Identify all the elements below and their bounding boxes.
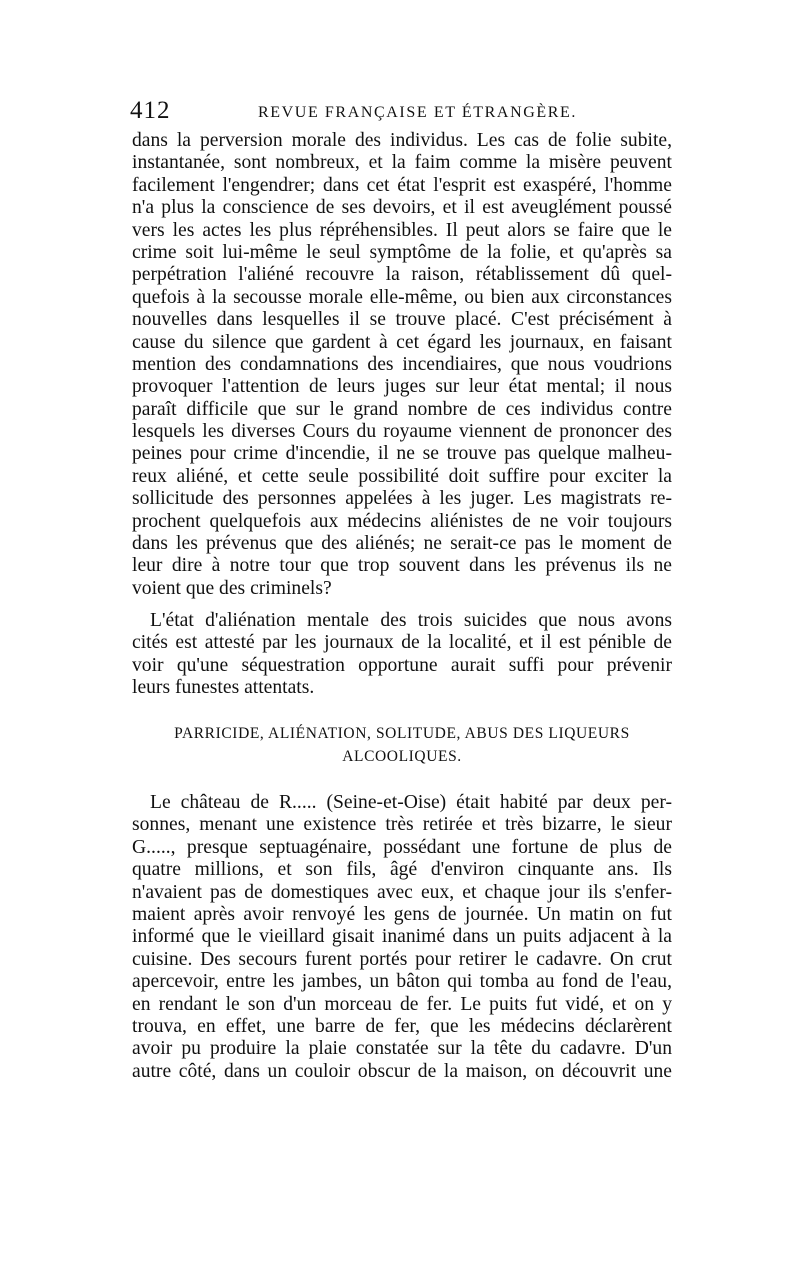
text-line: maient après avoir renvoyé les gens de journée. Un matin on fut [132, 903, 672, 925]
text-line: leur dire à notre tour que trop souvent dans les prévenus ils ne [132, 555, 672, 577]
text-line: trouva, en effet, une barre de fer, que les médecins déclarèrent [132, 1015, 672, 1037]
text-line: autre côté, dans un couloir obscur de la maison, on découvrit une [132, 1060, 672, 1082]
text-line: en rendant le son d'un morceau de fer. Le puits fut vidé, et on y [132, 993, 672, 1015]
text-line: G....., presque septuagénaire, possédant une fortune de plus de [132, 836, 672, 858]
text-line: Le château de R..... (Seine-et-Oise) était habité par deux per- [150, 792, 672, 813]
paragraph-2 [132, 610, 672, 700]
text-line: apercevoir, entre les jambes, un bâton qui tomba au fond de l'eau, [132, 971, 672, 993]
section-heading [132, 722, 672, 768]
page-header [130, 96, 670, 130]
text-line: nouvelles dans lesquelles il se trouve placé. C'est précisément à [132, 309, 672, 331]
text-line: cités est attesté par les journaux de la localité, et il est pénible de [132, 632, 672, 654]
text-line: peines pour crime d'incendie, il ne se trouve pas quelque malheu- [132, 443, 672, 465]
text-line: perpétration l'aliéné recouvre la raison, rétablissement dû quel- [132, 264, 672, 286]
text-line: sonnes, menant une existence très retirée et très bizarre, le sieur [132, 814, 672, 836]
text-line: n'avaient pas de domestiques avec eux, et chaque jour ils s'enfer- [132, 881, 672, 903]
text-line: facilement l'engendrer; dans cet état l'esprit est exaspéré, l'homme [132, 174, 672, 196]
text-line: prochent quelquefois aux médecins aliénistes de ne voir toujours [132, 510, 672, 532]
text-line: reux aliéné, et cette seule possibilité doit suffire pour exciter la [132, 465, 672, 487]
text-line: mention des condamnations des incendiaires, que nous voudrions [132, 353, 672, 375]
text-line: voient que des criminels? [132, 577, 332, 599]
text-line: cause du silence que gardent à cet égard les journaux, en faisant [132, 331, 672, 353]
text-line: paraît difficile que sur le grand nombre de ces individus contre [132, 398, 672, 420]
text-line: instantanée, sont nombreux, et la faim comme la misère peuvent [132, 152, 672, 174]
text-line: crime soit lui-même le seul symptôme de la folie, et qu'après sa [132, 241, 672, 263]
text-line: sollicitude des personnes appelées à les juger. Les magistrats re- [132, 488, 672, 510]
page-number: 412 [130, 97, 171, 124]
section-heading-line: PARRICIDE, ALIÉNATION, SOLITUDE, ABUS DES LIQUEURS [174, 725, 630, 742]
text-line: provoquer l'attention de leurs juges sur leur état mental; il nous [132, 376, 672, 398]
text-line: dans les prévenus que des aliénés; ne serait-ce pas le moment de [132, 533, 672, 555]
running-title: REVUE FRANÇAISE ET ÉTRANGÈRE. [258, 104, 577, 121]
text-line: cuisine. Des secours furent portés pour retirer le cadavre. On crut [132, 948, 672, 970]
text-line: n'a plus la conscience de ses devoirs, et il est aveuglément poussé [132, 197, 672, 219]
text-line: lesquels les diverses Cours du royaume viennent de prononcer des [132, 421, 672, 443]
section-heading-line: ALCOOLIQUES. [342, 748, 462, 765]
text-line: L'état d'aliénation mentale des trois suicides que nous avons [150, 610, 672, 631]
text-line: avoir pu produire la plaie constatée sur la tête du cadavre. D'un [132, 1038, 672, 1060]
text-line: informé que le vieillard gisait inanimé dans un puits adjacent à la [132, 926, 672, 948]
text-line: voir qu'une séquestration opportune aurait suffi pour prévenir [132, 654, 672, 676]
text-line: vers les actes les plus répréhensibles. Il peut alors se faire que le [132, 219, 672, 241]
paragraph-1 [132, 130, 672, 600]
paragraph-3 [132, 792, 672, 1083]
text-line: dans la perversion morale des individus. Les cas de folie subite, [132, 130, 672, 151]
text-line: quefois à la secousse morale elle-même, ou bien aux circonstances [132, 286, 672, 308]
text-line: quatre millions, et son fils, âgé d'environ cinquante ans. Ils [132, 859, 672, 881]
text-line: leurs funestes attentats. [132, 677, 315, 699]
